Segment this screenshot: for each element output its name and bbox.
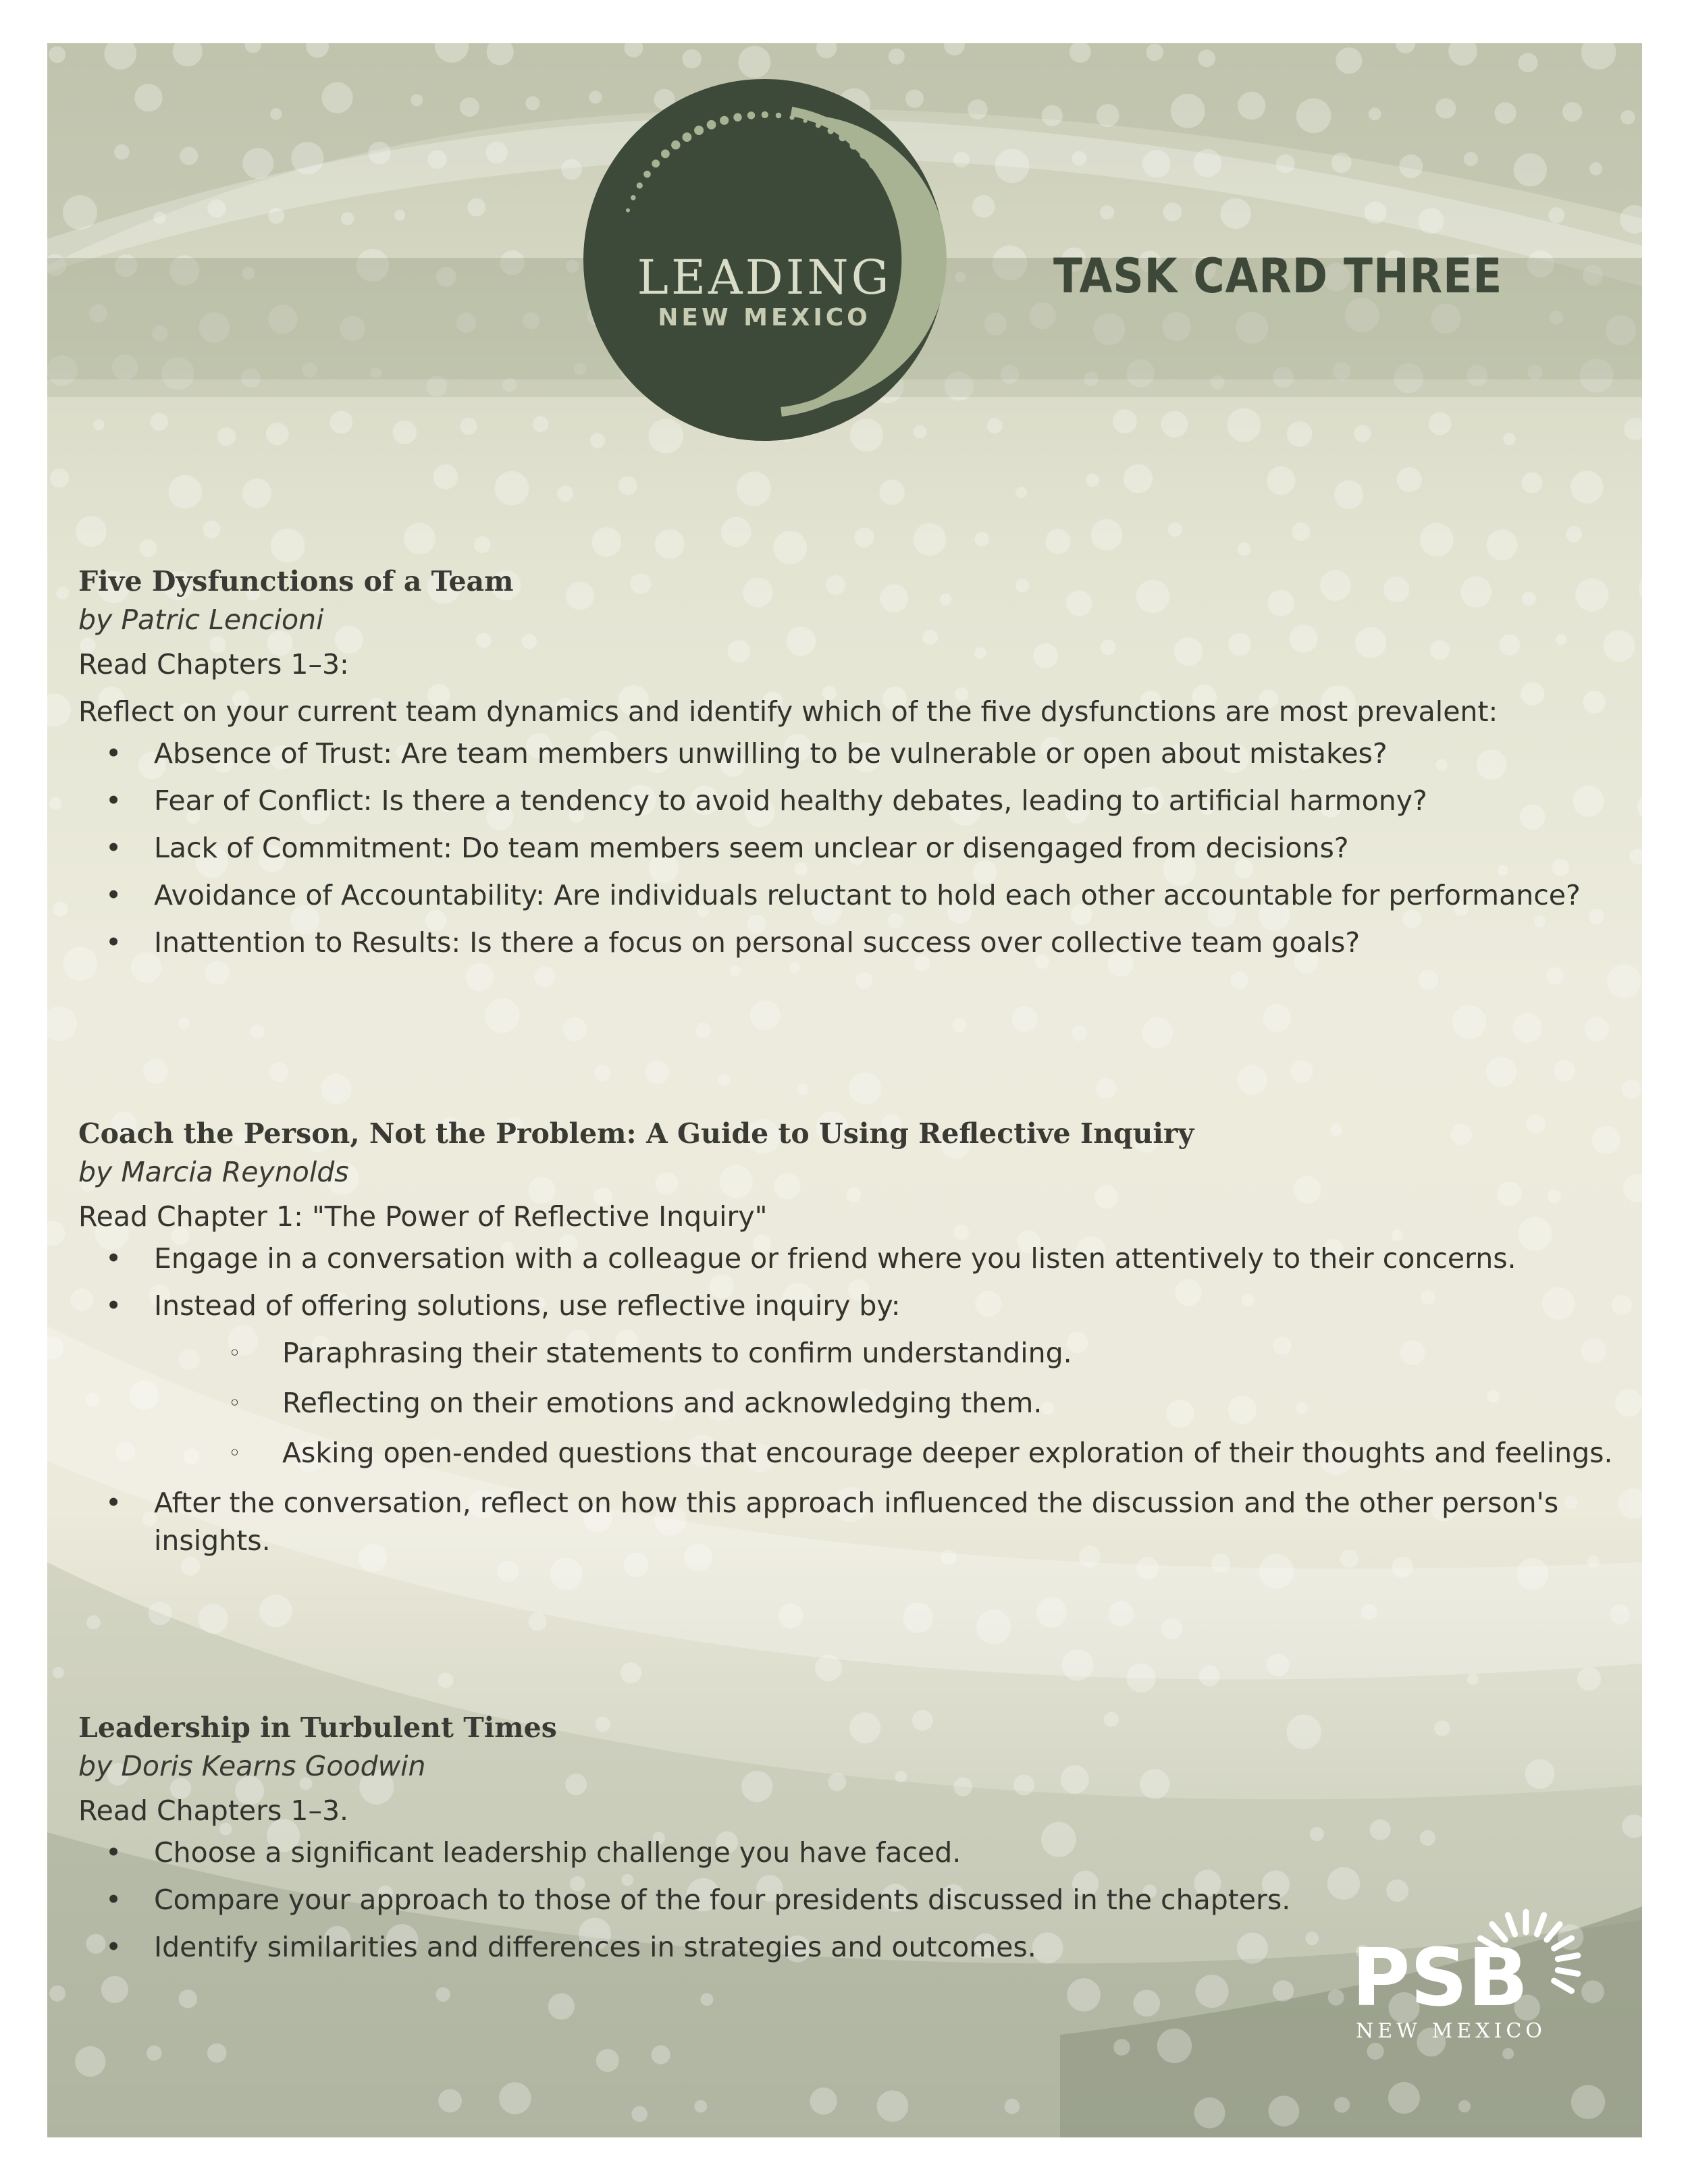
bullet-icon: • — [105, 737, 122, 770]
sub-bullet-icon: ◦ — [228, 1390, 241, 1416]
book-title: Leadership in Turbulent Times — [78, 1711, 557, 1744]
sub-list-item: ◦ Paraphrasing their statements to confirm understanding. — [154, 1334, 1688, 1372]
psb-logo-text: PSB — [1352, 1931, 1529, 2024]
book-title: Coach the Person, Not the Problem: A Guide to Using Reflective Inquiry — [78, 1117, 1194, 1150]
list-item: • Engage in a conversation with a colleague or friend where you listen attentively to their concerns. — [78, 1240, 1626, 1277]
reading-assignment: Read Chapter 1: "The Power of Reflective Inquiry" — [78, 1200, 768, 1233]
section-five-dysfunctions — [78, 562, 1581, 971]
list-item: • Inattention to Results: Is there a focus on personal success over collective team goals? — [78, 924, 1626, 961]
psb-logo-sub-text: NEW MEXICO — [1356, 2019, 1546, 2043]
list-item: • Instead of offering solutions, use reflective inquiry by: ◦ Paraphrasing their statements to confirm understanding. ◦ Reflecting on their emotions and acknowledging them. ◦ Asking open-ended questions that encourage deeper exploration of their thoughts and feelings. — [78, 1287, 1626, 1472]
bullet-icon: • — [105, 1884, 122, 1916]
sub-bullet-list — [154, 1334, 1626, 1472]
book-title: Five Dysfunctions of a Team — [78, 565, 514, 597]
bullet-icon: • — [105, 1289, 122, 1322]
bullet-icon: • — [105, 926, 122, 959]
list-item: • Identify similarities and differences in strategies and outcomes. — [78, 1928, 1626, 1966]
sub-list-item: ◦ Reflecting on their emotions and acknowledging them. — [154, 1384, 1688, 1422]
section-intro: Reflect on your current team dynamics and identify which of the five dysfunctions are most prevalent: — [78, 695, 1498, 728]
bullet-icon: • — [105, 832, 122, 864]
list-item: • Choose a significant leadership challenge you have faced. — [78, 1834, 1626, 1871]
bullet-icon: • — [105, 784, 122, 817]
bullet-list — [78, 735, 1581, 961]
sub-bullet-icon: ◦ — [228, 1440, 241, 1466]
list-item: • Fear of Conflict: Is there a tendency to avoid healthy debates, leading to artificial harmony? — [78, 782, 1626, 820]
task-card-title: TASK CARD THREE — [1053, 248, 1503, 304]
list-item: • After the conversation, reflect on how this approach influenced the discussion and the other person's insights. — [78, 1484, 1626, 1560]
book-author: by Patric Lencioni — [78, 604, 324, 636]
reading-assignment: Read Chapters 1–3. — [78, 1794, 349, 1827]
book-author: by Marcia Reynolds — [78, 1156, 349, 1188]
bullet-icon: • — [105, 1487, 122, 1519]
reading-assignment: Read Chapters 1–3: — [78, 648, 349, 681]
list-item: • Lack of Commitment: Do team members seem unclear or disengaged from decisions? — [78, 829, 1626, 867]
list-item: • Absence of Trust: Are team members unwilling to be vulnerable or open about mistakes? — [78, 735, 1626, 772]
bullet-icon: • — [105, 1242, 122, 1275]
bullet-icon: • — [105, 879, 122, 911]
sub-bullet-icon: ◦ — [228, 1340, 241, 1366]
book-author: by Doris Kearns Goodwin — [78, 1750, 426, 1782]
logo-leading-text: LEADING — [637, 250, 892, 305]
section-coach-the-person — [78, 1114, 1613, 1569]
psb-new-mexico-logo — [1303, 1890, 1587, 2059]
bullet-icon: • — [105, 1931, 122, 1963]
bullet-icon: • — [105, 1836, 122, 1869]
logo-new-mexico-text: NEW MEXICO — [658, 304, 871, 331]
sub-list-item: ◦ Asking open-ended questions that encourage deeper exploration of their thoughts and feelings. — [154, 1434, 1688, 1472]
bullet-list — [78, 1240, 1613, 1560]
list-item: • Avoidance of Accountability: Are individuals reluctant to hold each other accountable for performance? — [78, 876, 1626, 914]
list-item: • Compare your approach to those of the four presidents discussed in the chapters. — [78, 1881, 1626, 1919]
